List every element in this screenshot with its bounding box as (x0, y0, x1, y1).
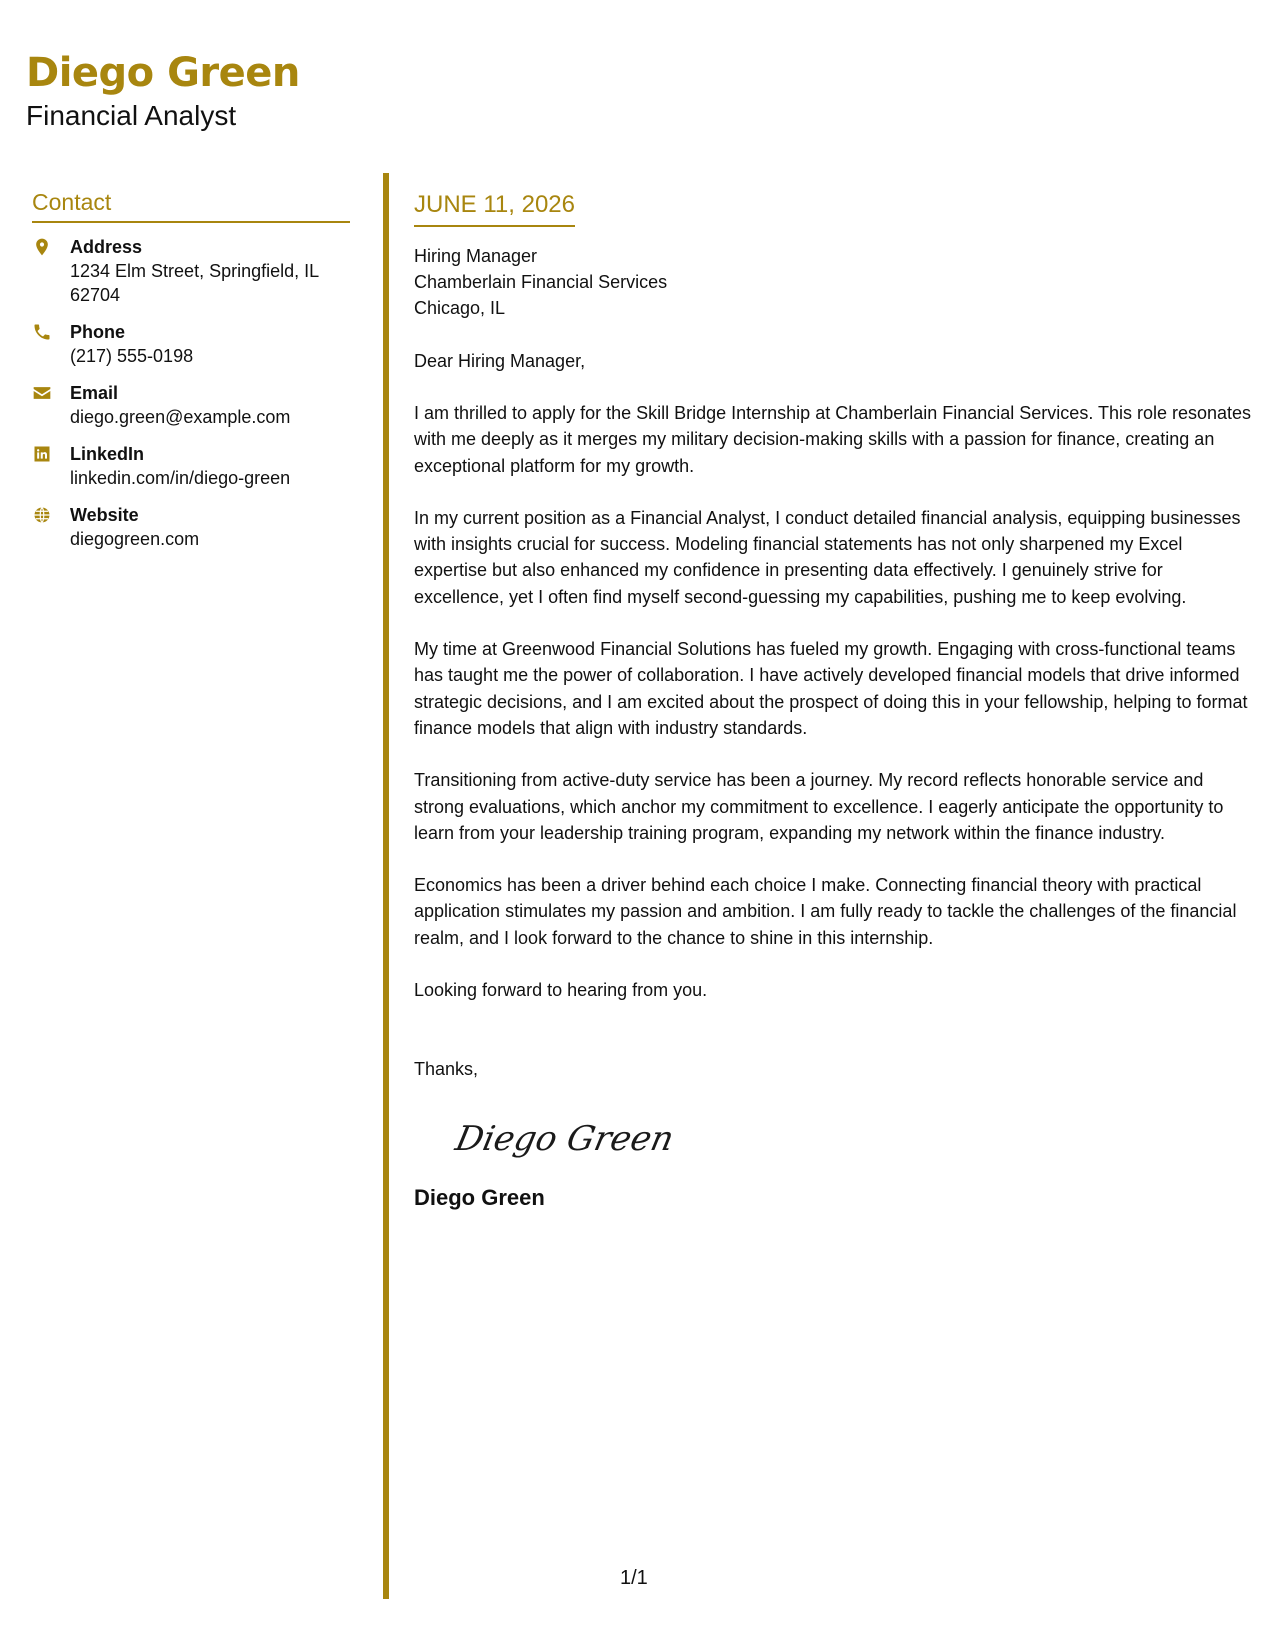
applicant-name: Diego Green (26, 50, 300, 96)
resume-header (26, 48, 300, 132)
vertical-divider (383, 173, 389, 1599)
closing: Thanks, (414, 1059, 479, 1080)
handwritten-signature (450, 1112, 678, 1162)
contact-item-email (32, 381, 350, 429)
recipient-line: Chicago, IL (414, 298, 506, 318)
phone-value: (217) 555-0198 (70, 346, 194, 366)
linkedin-icon (32, 442, 70, 464)
letter-date: JUNE 11, 2026 (414, 190, 575, 227)
contact-label: Website (70, 505, 139, 525)
signature-text: Diego Green (452, 1119, 678, 1160)
body-paragraph: Looking forward to hearing from you. (414, 980, 708, 1001)
contact-label: Address (70, 237, 143, 257)
envelope-icon (32, 381, 70, 403)
page-number: 1/1 (620, 1567, 648, 1589)
linkedin-value[interactable]: linkedin.com/in/diego-green (70, 468, 291, 488)
map-pin-icon (32, 235, 70, 257)
body-paragraph: My time at Greenwood Financial Solutions has fueled my growth. Engaging with cross-functional teams has taught me the power of collaboration. I have actively developed financial models that drive informed strategic decisions, and I am excited about the prospect of doing this in your fellowship, helping to format finance models that align with industry standards. (414, 639, 1248, 738)
email-value[interactable]: diego.green@example.com (70, 407, 291, 427)
recipient-line: Chamberlain Financial Services (414, 272, 668, 292)
globe-icon (32, 503, 70, 525)
body-paragraph: I am thrilled to apply for the Skill Bridge Internship at Chamberlain Financial Services. This role resonates with me deeply as it merges my military decision-making skills with a passion for finance, creating an exceptional platform for my growth. (414, 403, 1252, 476)
applicant-title: Financial Analyst (26, 100, 237, 131)
body-paragraph: In my current position as a Financial Analyst, I conduct detailed financial analysis, equipping businesses with insights crucial for success. Modeling financial statements has not only sharpened my Excel expertise but also enhanced my confidence in presenting data effectively. I genuinely strive for excellence, yet I often find myself second-guessing my capabilities, pushing me to keep evolving. (414, 507, 1241, 607)
website-value[interactable]: diegogreen.com (70, 529, 200, 549)
body-paragraph: Transitioning from active-duty service has been a journey. My record reflects honorable service and strong evaluations, which anchor my commitment to excellence. I eagerly anticipate the opportunity to learn from your leadership training program, expanding my network within the finance industry. (414, 770, 1224, 843)
signer-name: Diego Green (414, 1185, 545, 1211)
phone-icon (32, 320, 70, 342)
contact-sidebar (32, 188, 350, 564)
contact-item-website (32, 503, 350, 551)
contact-label: Phone (70, 322, 126, 342)
recipient-block (414, 243, 1254, 321)
contact-section-title: Contact (32, 188, 350, 223)
recipient-line: Hiring Manager (414, 246, 538, 266)
contact-item-linkedin (32, 442, 350, 490)
address-value: 1234 Elm Street, Springfield, IL 62704 (70, 261, 319, 305)
body-paragraph: Economics has been a driver behind each choice I make. Connecting financial theory with practical application stimulates my passion and ambition. I am fully ready to tackle the challenges of the financial realm, and I look forward to the chance to shine in this internship. (414, 875, 1237, 948)
greeting: Dear Hiring Manager, (414, 351, 586, 371)
contact-item-phone (32, 320, 350, 368)
cover-letter-body (414, 190, 1254, 1212)
contact-label: Email (70, 383, 119, 403)
contact-label: LinkedIn (70, 444, 145, 464)
contact-item-address (32, 235, 350, 307)
